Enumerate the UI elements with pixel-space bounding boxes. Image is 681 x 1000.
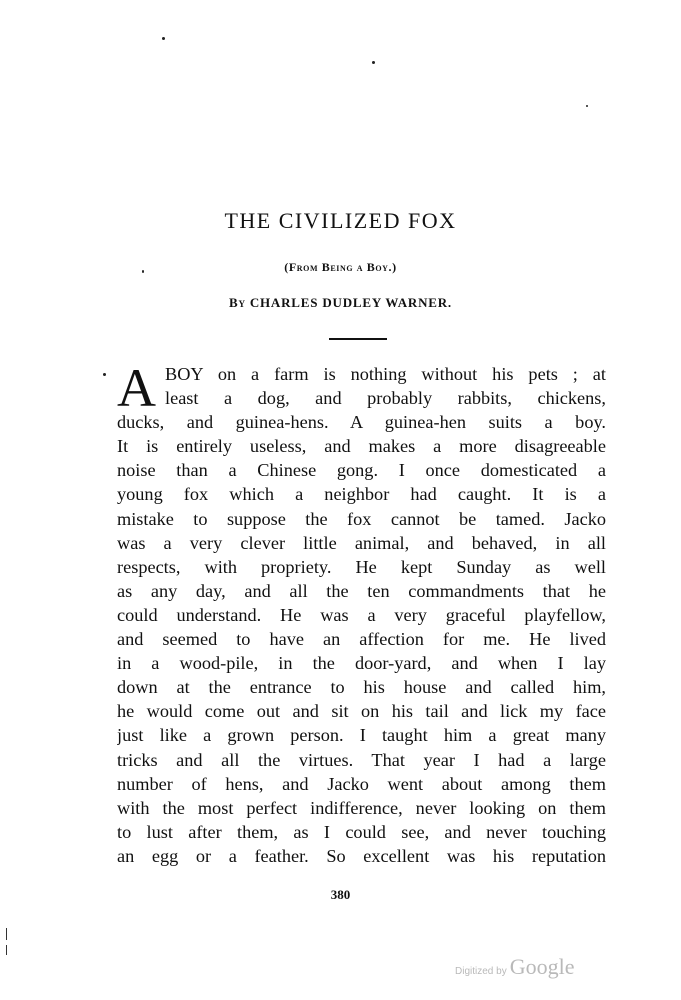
digitized-watermark xyxy=(455,954,574,980)
text-line: least a dog, and probably rabbits, chickens, xyxy=(165,388,606,409)
text-line: It is entirely useless, and makes a more disagreeable xyxy=(117,436,606,457)
text-line: mistake to suppose the fox cannot be tamed. Jacko xyxy=(117,508,606,529)
ink-speck xyxy=(372,61,375,64)
watermark-prefix: Digitized by xyxy=(455,966,507,977)
text-line: down at the entrance to his house and called him, xyxy=(117,677,606,698)
text-line: in a wood-pile, in the door-yard, and when I lay xyxy=(117,653,606,674)
ink-speck xyxy=(103,373,106,376)
text-line: was a very clever little animal, and behaved, in all xyxy=(117,532,606,553)
drop-cap: A xyxy=(117,358,156,418)
text-line: young fox which a neighbor had caught. It is a xyxy=(117,484,606,505)
text-line: to lust after them, as I could see, and never touching xyxy=(117,821,606,842)
text-line: he would come out and sit on his tail and lick my face xyxy=(117,701,606,722)
ink-speck xyxy=(162,37,165,40)
text-line: noise than a Chinese gong. I once domesticated a xyxy=(117,460,606,481)
ink-speck xyxy=(586,105,588,107)
body-paragraph xyxy=(117,358,606,868)
page-number: 380 xyxy=(330,887,351,902)
text-line: just like a grown person. I taught him a great many xyxy=(117,725,606,746)
text-line: an egg or a feather. So excellent was his reputation xyxy=(117,845,606,866)
text-line: BOY on a farm is nothing without his pets ; at xyxy=(165,364,606,384)
scan-edge-mark xyxy=(6,928,7,940)
scan-edge-mark xyxy=(6,945,7,955)
page-title: THE CIVILIZED FOX xyxy=(224,208,457,233)
title-divider xyxy=(329,338,387,340)
text-line: respects, with propriety. He kept Sunday as well xyxy=(117,556,606,577)
text-line: ducks, and guinea-hens. A guinea-hen suits a boy. xyxy=(117,412,606,433)
text-line: tricks and all the virtues. That year I had a large xyxy=(117,749,606,770)
text-line: and seemed to have an affection for me. He lived xyxy=(117,629,606,650)
text-line: as any day, and all the ten commandments that he xyxy=(117,580,606,601)
text-line: could understand. He was a very graceful playfellow, xyxy=(117,604,606,625)
text-line: number of hens, and Jacko went about among them xyxy=(117,773,606,794)
source-subtitle: (From Being a Boy.) xyxy=(284,260,397,274)
text-line: with the most perfect indifference, never looking on them xyxy=(117,797,606,818)
watermark-brand: Google xyxy=(509,954,575,979)
author-byline: By CHARLES DUDLEY WARNER. xyxy=(229,295,452,310)
